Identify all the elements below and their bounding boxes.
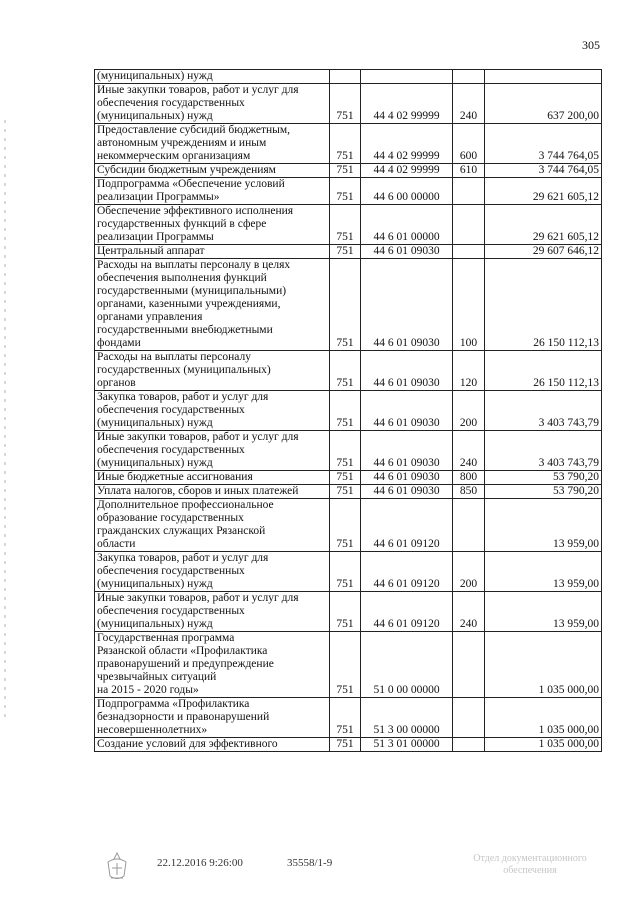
cell-description: Обеспечение эффективного исполнения государственных функций в сфере реализации Программы <box>95 205 330 245</box>
cell-department-code: 751 <box>330 245 361 259</box>
cell-amount: 13 959,00 <box>485 499 602 552</box>
cell-target-article: 44 6 01 09030 <box>361 431 453 471</box>
cell-target-article: 44 6 01 09030 <box>361 471 453 485</box>
budget-table <box>94 69 602 752</box>
table-row <box>95 698 602 738</box>
cell-description: Расходы на выплаты персоналу в целях обеспечения выполнения функций государственными (муниципальными) органами, казенными учреждениями, органами управления государственными внебюджетными фондами <box>95 259 330 351</box>
cell-target-article: 44 6 01 09030 <box>361 391 453 431</box>
cell-target-article: 44 6 01 09030 <box>361 259 453 351</box>
table-row <box>95 70 602 84</box>
cell-target-article: 51 3 01 00000 <box>361 738 453 752</box>
cell-amount: 29 607 646,12 <box>485 245 602 259</box>
cell-target-article: 44 6 01 09030 <box>361 351 453 391</box>
cell-description: Дополнительное профессиональное образование государственных гражданских служащих Рязанской области <box>95 499 330 552</box>
table-row <box>95 164 602 178</box>
cell-target-article: 51 3 00 00000 <box>361 698 453 738</box>
cell-amount: 13 959,00 <box>485 592 602 632</box>
cell-expense-type: 800 <box>453 471 485 485</box>
cell-department-code: 751 <box>330 351 361 391</box>
cell-expense-type: 240 <box>453 84 485 124</box>
cell-expense-type: 200 <box>453 391 485 431</box>
cell-department-code: 751 <box>330 485 361 499</box>
cell-description: Центральный аппарат <box>95 245 330 259</box>
cell-expense-type <box>453 178 485 205</box>
cell-expense-type <box>453 738 485 752</box>
table-row <box>95 738 602 752</box>
cell-amount: 29 621 605,12 <box>485 205 602 245</box>
page-number: 305 <box>582 38 600 52</box>
cell-expense-type: 120 <box>453 351 485 391</box>
cell-description: Закупка товаров, работ и услуг для обеспечения государственных (муниципальных) нужд <box>95 391 330 431</box>
cell-department-code: 751 <box>330 738 361 752</box>
footer-stamp-line: обеспечения <box>503 865 557 876</box>
cell-expense-type <box>453 632 485 698</box>
cell-department-code: 751 <box>330 698 361 738</box>
cell-amount: 26 150 112,13 <box>485 259 602 351</box>
cell-amount <box>485 70 602 84</box>
cell-description: Уплата налогов, сборов и иных платежей <box>95 485 330 499</box>
cell-expense-type <box>453 205 485 245</box>
table-row <box>95 245 602 259</box>
cell-amount: 13 959,00 <box>485 552 602 592</box>
cell-description: Создание условий для эффективного <box>95 738 330 752</box>
cell-expense-type: 850 <box>453 485 485 499</box>
cell-department-code: 751 <box>330 124 361 164</box>
cell-expense-type: 240 <box>453 431 485 471</box>
cell-description: Подпрограмма «Профилактика безнадзорности и правонарушений несовершеннолетних» <box>95 698 330 738</box>
cell-description: Иные закупки товаров, работ и услуг для обеспечения государственных (муниципальных) нужд <box>95 84 330 124</box>
cell-expense-type <box>453 245 485 259</box>
region-coat-of-arms-icon <box>100 850 134 884</box>
cell-expense-type: 600 <box>453 124 485 164</box>
cell-department-code: 751 <box>330 391 361 431</box>
cell-amount: 1 035 000,00 <box>485 738 602 752</box>
table-row <box>95 259 602 351</box>
cell-department-code: 751 <box>330 431 361 471</box>
cell-expense-type <box>453 499 485 552</box>
footer-timestamp: 22.12.2016 9:26:00 <box>157 857 243 869</box>
cell-target-article: 44 6 01 09120 <box>361 592 453 632</box>
cell-department-code: 751 <box>330 259 361 351</box>
cell-amount: 637 200,00 <box>485 84 602 124</box>
cell-description: Иные закупки товаров, работ и услуг для обеспечения государственных (муниципальных) нужд <box>95 592 330 632</box>
table-row <box>95 431 602 471</box>
cell-description: Иные бюджетные ассигнования <box>95 471 330 485</box>
table-row <box>95 632 602 698</box>
cell-target-article: 44 4 02 99999 <box>361 84 453 124</box>
cell-amount: 3 744 764,05 <box>485 124 602 164</box>
cell-target-article: 44 6 01 09120 <box>361 552 453 592</box>
cell-department-code: 751 <box>330 178 361 205</box>
table-row <box>95 592 602 632</box>
cell-amount: 1 035 000,00 <box>485 698 602 738</box>
table-row <box>95 84 602 124</box>
table-row <box>95 499 602 552</box>
cell-description: Закупка товаров, работ и услуг для обеспечения государственных (муниципальных) нужд <box>95 552 330 592</box>
cell-department-code: 751 <box>330 552 361 592</box>
cell-department-code: 751 <box>330 499 361 552</box>
cell-target-article: 44 4 02 99999 <box>361 164 453 178</box>
cell-department-code: 751 <box>330 632 361 698</box>
cell-expense-type: 200 <box>453 552 485 592</box>
table-row <box>95 205 602 245</box>
cell-department-code: 751 <box>330 592 361 632</box>
cell-description: Предоставление субсидий бюджетным, автономным учреждениям и иным некоммерческим организациям <box>95 124 330 164</box>
cell-amount: 53 790,20 <box>485 471 602 485</box>
cell-expense-type: 240 <box>453 592 485 632</box>
cell-target-article: 44 6 01 00000 <box>361 205 453 245</box>
cell-target-article <box>361 70 453 84</box>
table-row <box>95 552 602 592</box>
cell-department-code: 751 <box>330 205 361 245</box>
cell-amount: 3 403 743,79 <box>485 431 602 471</box>
cell-department-code: 751 <box>330 471 361 485</box>
cell-description: Подпрограмма «Обеспечение условий реализации Программы» <box>95 178 330 205</box>
cell-description: Расходы на выплаты персоналу государственных (муниципальных) органов <box>95 351 330 391</box>
footer-document-number: 35558/1-9 <box>287 857 333 869</box>
table-row <box>95 471 602 485</box>
cell-department-code: 751 <box>330 164 361 178</box>
table-row <box>95 124 602 164</box>
table-row <box>95 485 602 499</box>
scan-edge-artifact <box>4 120 6 720</box>
cell-target-article: 44 4 02 99999 <box>361 124 453 164</box>
cell-amount: 3 744 764,05 <box>485 164 602 178</box>
cell-amount: 1 035 000,00 <box>485 632 602 698</box>
table-row <box>95 351 602 391</box>
table-row <box>95 391 602 431</box>
cell-target-article: 44 6 00 00000 <box>361 178 453 205</box>
cell-description: (муниципальных) нужд <box>95 70 330 84</box>
cell-expense-type: 100 <box>453 259 485 351</box>
footer-stamp-line: Отдел документационного <box>473 853 587 864</box>
cell-department-code: 751 <box>330 84 361 124</box>
cell-expense-type <box>453 70 485 84</box>
cell-target-article: 51 0 00 00000 <box>361 632 453 698</box>
cell-department-code <box>330 70 361 84</box>
cell-description: Иные закупки товаров, работ и услуг для обеспечения государственных (муниципальных) нужд <box>95 431 330 471</box>
cell-expense-type: 610 <box>453 164 485 178</box>
cell-amount: 3 403 743,79 <box>485 391 602 431</box>
cell-description: Государственная программа Рязанской области «Профилактика правонарушений и предупреждение чрезвычайных ситуаций на 2015 - 2020 годы» <box>95 632 330 698</box>
cell-expense-type <box>453 698 485 738</box>
budget-table-body <box>95 70 602 752</box>
cell-description: Субсидии бюджетным учреждениям <box>95 164 330 178</box>
cell-amount: 29 621 605,12 <box>485 178 602 205</box>
cell-amount: 53 790,20 <box>485 485 602 499</box>
cell-target-article: 44 6 01 09030 <box>361 485 453 499</box>
cell-amount: 26 150 112,13 <box>485 351 602 391</box>
cell-target-article: 44 6 01 09120 <box>361 499 453 552</box>
table-row <box>95 178 602 205</box>
footer-stamp <box>450 853 610 877</box>
cell-target-article: 44 6 01 09030 <box>361 245 453 259</box>
